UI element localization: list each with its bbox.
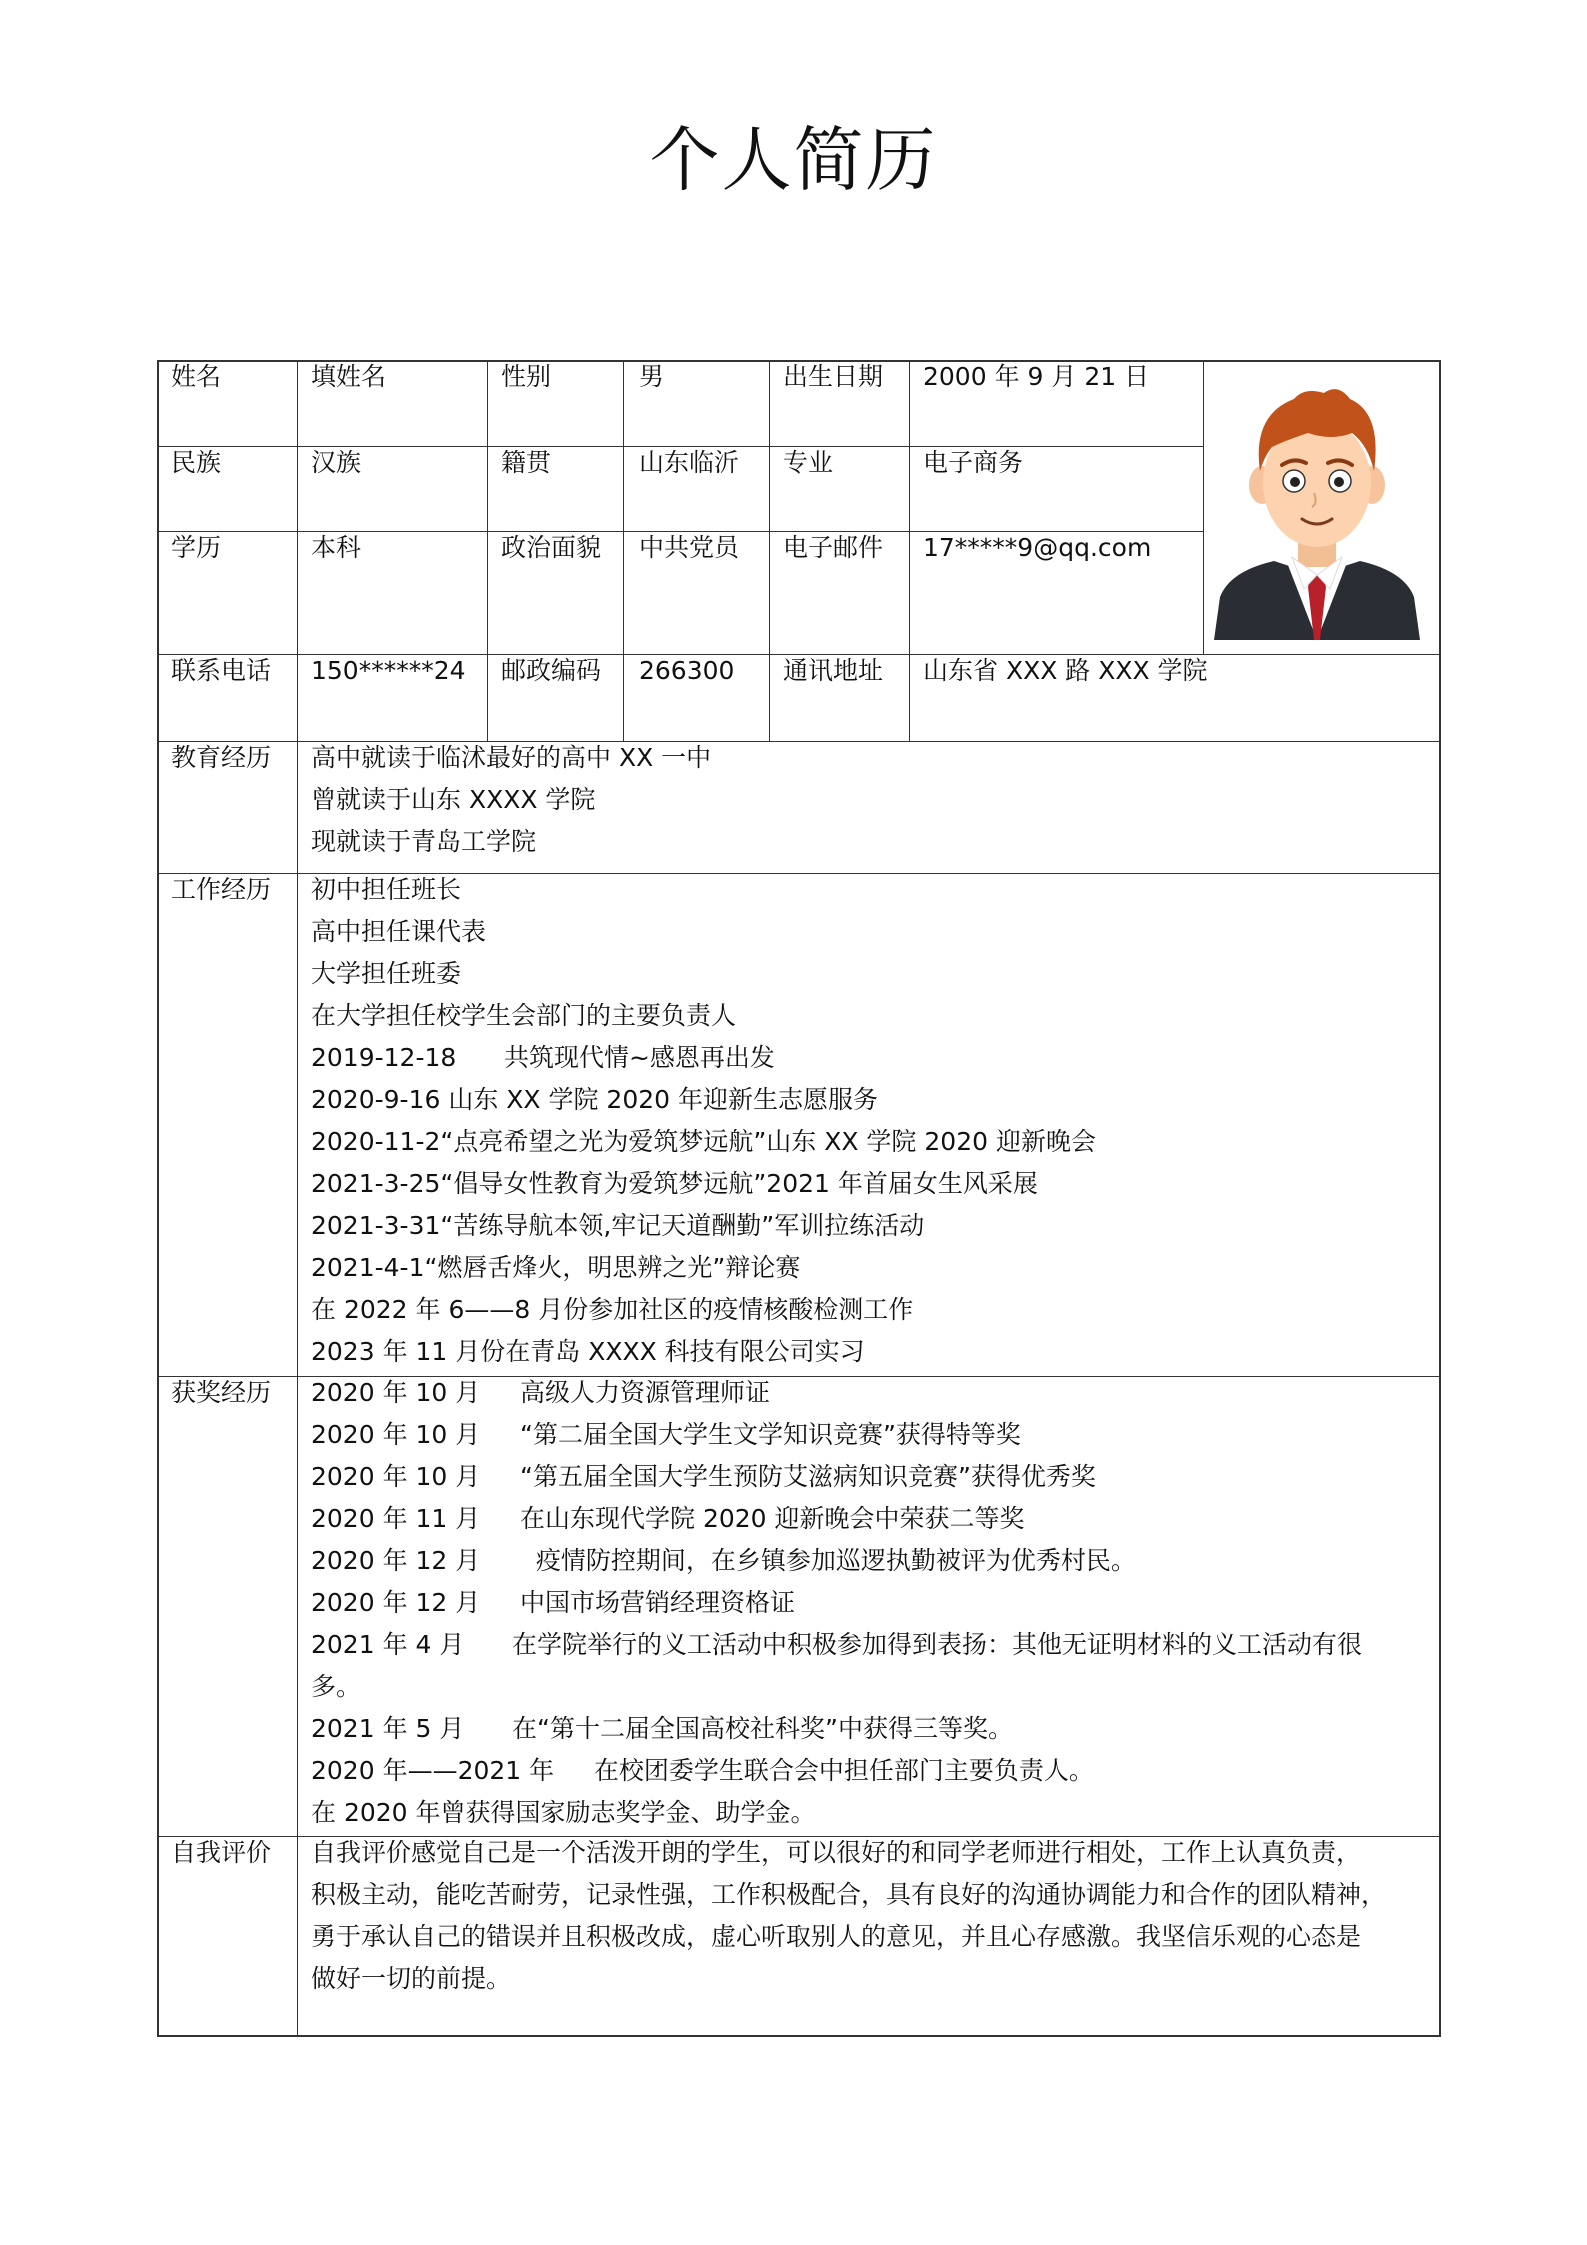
- political-status-value: 中共党员: [639, 533, 740, 562]
- work-line: 2023 年 11 月份在青岛 XXXX 科技有限公司实习: [311, 1337, 865, 1366]
- work-line: 2019-12-18 共筑现代情~感恩再出发: [311, 1043, 775, 1072]
- column-divider: [909, 360, 910, 741]
- self-evaluation-section-label: 自我评价: [171, 1838, 272, 1867]
- postal-code-value: 266300: [639, 656, 735, 685]
- row-divider: [157, 446, 1203, 447]
- award-line: 在 2020 年曾获得国家励志奖学金、助学金。: [311, 1798, 816, 1827]
- ethnicity-label: 民族: [171, 448, 222, 477]
- address-value: 山东省 XXX 路 XXX 学院: [923, 656, 1208, 685]
- native-place-value: 山东临沂: [639, 448, 740, 477]
- award-line: 2020 年 10 月 “第二届全国大学生文学知识竞赛”获得特等奖: [311, 1420, 1021, 1449]
- postal-code-label: 邮政编码: [501, 656, 602, 685]
- email-label: 电子邮件: [783, 533, 884, 562]
- awards-section-label: 获奖经历: [171, 1378, 272, 1407]
- gender-value: 男: [639, 362, 665, 391]
- column-divider: [769, 360, 770, 741]
- work-line: 高中担任课代表: [311, 917, 487, 946]
- work-line: 大学担任班委: [311, 959, 462, 988]
- work-line: 2021-4-1“燃唇舌烽火，明思辨之光”辩论赛: [311, 1253, 801, 1282]
- gender-label: 性别: [501, 362, 552, 391]
- education-level-value: 本科: [311, 533, 362, 562]
- work-line: 初中担任班长: [311, 875, 462, 904]
- table-border-bottom: [157, 2035, 1441, 2037]
- work-section-label: 工作经历: [171, 875, 272, 904]
- education-line: 现就读于青岛工学院: [311, 827, 537, 856]
- cartoon-avatar-icon: [1212, 375, 1422, 640]
- political-status-label: 政治面貌: [501, 533, 602, 562]
- birth-label: 出生日期: [783, 362, 884, 391]
- work-line: 2020-9-16 山东 XX 学院 2020 年迎新生志愿服务: [311, 1085, 878, 1114]
- self-evaluation-line: 自我评价感觉自己是一个活泼开朗的学生，可以很好的和同学老师进行相处，工作上认真负责，: [311, 1838, 1362, 1867]
- table-border-right: [1439, 360, 1441, 2037]
- email-value: 17*****9@qq.com: [923, 533, 1152, 562]
- work-line: 2021-3-31“苦练导航本领,牢记天道酬勤”军训拉练活动: [311, 1211, 925, 1240]
- row-divider: [157, 654, 1441, 655]
- ethnicity-value: 汉族: [311, 448, 362, 477]
- column-divider: [297, 360, 298, 2037]
- work-line: 在大学担任校学生会部门的主要负责人: [311, 1001, 737, 1030]
- column-divider: [623, 360, 624, 741]
- award-line: 2020 年——2021 年 在校团委学生联合会中担任部门主要负责人。: [311, 1756, 1094, 1785]
- award-line: 2021 年 5 月 在“第十二届全国高校社科奖”中获得三等奖。: [311, 1714, 1013, 1743]
- phone-label: 联系电话: [171, 656, 272, 685]
- award-line: 2021 年 4 月 在学院举行的义工活动中积极参加得到表扬：其他无证明材料的义工活动有很: [311, 1630, 1363, 1659]
- address-label: 通讯地址: [783, 656, 884, 685]
- phone-value: 150******24: [311, 656, 466, 685]
- work-line: 在 2022 年 6——8 月份参加社区的疫情核酸检测工作: [311, 1295, 914, 1324]
- row-divider: [157, 531, 1203, 532]
- award-line: 多。: [311, 1672, 362, 1701]
- work-line: 2021-3-25“倡导女性教育为爱筑梦远航”2021 年首届女生风采展: [311, 1169, 1038, 1198]
- award-line: 2020 年 10 月 高级人力资源管理师证: [311, 1378, 771, 1407]
- work-line: 2020-11-2“点亮希望之光为爱筑梦远航”山东 XX 学院 2020 迎新晚会: [311, 1127, 1096, 1156]
- major-value: 电子商务: [923, 448, 1024, 477]
- column-divider: [487, 360, 488, 741]
- page-title: 个人简历: [649, 119, 938, 201]
- award-line: 2020 年 10 月 “第五届全国大学生预防艾滋病知识竞赛”获得优秀奖: [311, 1462, 1096, 1491]
- column-divider: [1203, 360, 1204, 654]
- birth-value: 2000 年 9 月 21 日: [923, 362, 1150, 391]
- self-evaluation-line: 积极主动，能吃苦耐劳，记录性强，工作积极配合，具有良好的沟通协调能力和合作的团队精神，: [311, 1880, 1387, 1909]
- name-value: 填姓名: [311, 362, 387, 391]
- name-label: 姓名: [171, 362, 222, 391]
- education-level-label: 学历: [171, 533, 222, 562]
- major-label: 专业: [783, 448, 834, 477]
- award-line: 2020 年 12 月 中国市场营销经理资格证: [311, 1588, 796, 1617]
- award-line: 2020 年 11 月 在山东现代学院 2020 迎新晚会中荣获二等奖: [311, 1504, 1025, 1533]
- table-border-left: [157, 360, 159, 2037]
- education-section-label: 教育经历: [171, 743, 272, 772]
- self-evaluation-line: 做好一切的前提。: [311, 1964, 512, 1993]
- native-place-label: 籍贯: [501, 448, 552, 477]
- award-line: 2020 年 12 月 疫情防控期间，在乡镇参加巡逻执勤被评为优秀村民。: [311, 1546, 1136, 1575]
- profile-photo: [1212, 375, 1422, 640]
- education-line: 曾就读于山东 XXXX 学院: [311, 785, 596, 814]
- self-evaluation-line: 勇于承认自己的错误并且积极改成，虚心听取别人的意见，并且心存感激。我坚信乐观的心态是: [311, 1922, 1362, 1951]
- education-line: 高中就读于临沭最好的高中 XX 一中: [311, 743, 712, 772]
